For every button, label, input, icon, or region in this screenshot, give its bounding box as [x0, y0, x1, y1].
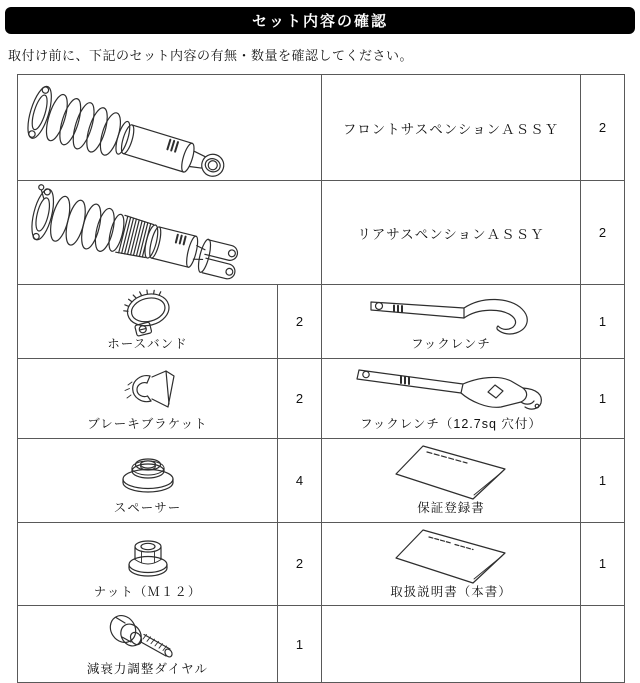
- nut-m12-icon: [120, 533, 176, 579]
- part-cell: [322, 359, 581, 439]
- part-name: フロントサスペンションＡＳＳＹ: [342, 121, 560, 137]
- part-qty: 2: [295, 390, 304, 406]
- part-qty-cell: [278, 438, 322, 522]
- part-name: ブレーキブラケット: [87, 417, 208, 431]
- part-name-cell: [322, 181, 581, 285]
- part-qty-cell: [581, 359, 625, 439]
- part-cell: [322, 285, 581, 359]
- part-name: 減衰力調整ダイヤル: [86, 661, 209, 676]
- part-qty: 1: [598, 556, 607, 572]
- part-figure: [322, 523, 580, 586]
- part-qty-cell: [278, 285, 322, 359]
- part-name: スペーサー: [113, 500, 182, 515]
- part-figure: [322, 359, 580, 418]
- part-name: ホースバンド: [107, 337, 188, 352]
- part-qty: 1: [295, 636, 304, 652]
- part-qty: 2: [598, 120, 607, 135]
- part-figure: [18, 439, 277, 502]
- hook-wrench-square-hole-icon: [349, 362, 554, 418]
- hook-wrench-icon: [364, 289, 539, 337]
- parts-table: [17, 74, 625, 683]
- rear-suspension-assy-icon: [18, 183, 250, 283]
- part-name: 取扱説明書（本書）: [390, 584, 512, 599]
- warranty-registration-sheet-icon: [393, 442, 509, 502]
- part-qty: 1: [598, 390, 607, 406]
- part-qty-cell: [581, 75, 625, 181]
- brake-bracket-icon: [116, 365, 180, 415]
- empty-cell: [322, 606, 581, 683]
- part-qty-cell: [581, 285, 625, 359]
- part-qty-cell: [278, 606, 322, 683]
- section-banner: [5, 7, 635, 34]
- part-figure: [18, 606, 277, 662]
- table-row: [18, 438, 625, 522]
- hose-band-icon: [113, 289, 183, 337]
- part-figure-cell: [18, 75, 322, 181]
- damping-adjust-dial-icon: [102, 611, 194, 661]
- part-name-cell: [322, 75, 581, 181]
- part-name: フックレンチ: [411, 337, 491, 352]
- part-qty: 1: [598, 314, 607, 329]
- part-figure: [18, 359, 277, 418]
- spacer-icon: [115, 449, 181, 495]
- part-qty: 2: [295, 556, 304, 572]
- part-cell: [18, 285, 278, 359]
- part-name: ナット（Ｍ１２）: [93, 584, 202, 599]
- part-cell: [18, 606, 278, 683]
- part-figure: [322, 285, 580, 338]
- part-cell: [18, 522, 278, 606]
- part-qty-cell: [278, 359, 322, 439]
- part-cell: [322, 522, 581, 606]
- table-row: [18, 522, 625, 606]
- front-suspension-assy-icon: [18, 78, 248, 178]
- part-qty: 4: [295, 472, 304, 488]
- part-qty-cell: [581, 181, 625, 285]
- table-row: [18, 359, 625, 439]
- part-qty: 2: [598, 225, 607, 240]
- part-figure: [18, 285, 277, 338]
- part-qty: 2: [295, 314, 304, 329]
- table-row: [18, 285, 625, 359]
- part-cell: [18, 359, 278, 439]
- table-row: [18, 75, 625, 181]
- section-title: セット内容の確認: [251, 13, 388, 30]
- part-qty: 1: [598, 472, 607, 488]
- part-figure-cell: [18, 181, 322, 285]
- part-cell: [18, 438, 278, 522]
- part-figure: [18, 523, 277, 586]
- part-qty-cell: [581, 438, 625, 522]
- owners-manual-sheet-icon: [393, 526, 509, 586]
- part-name: 保証登録書: [417, 500, 485, 515]
- empty-cell: [581, 606, 625, 683]
- part-name: フックレンチ（12.7sq 穴付）: [360, 417, 542, 431]
- part-name: リアサスペンションＡＳＳＹ: [357, 226, 545, 242]
- manual-page: [0, 7, 640, 676]
- part-qty-cell: [278, 522, 322, 606]
- table-row: [18, 181, 625, 285]
- part-qty-cell: [581, 522, 625, 606]
- table-row: [18, 606, 625, 683]
- part-figure: [322, 439, 580, 502]
- part-cell: [322, 438, 581, 522]
- intro-text: 取付け前に、下記のセット内容の有無・数量を確認してください。: [8, 48, 414, 63]
